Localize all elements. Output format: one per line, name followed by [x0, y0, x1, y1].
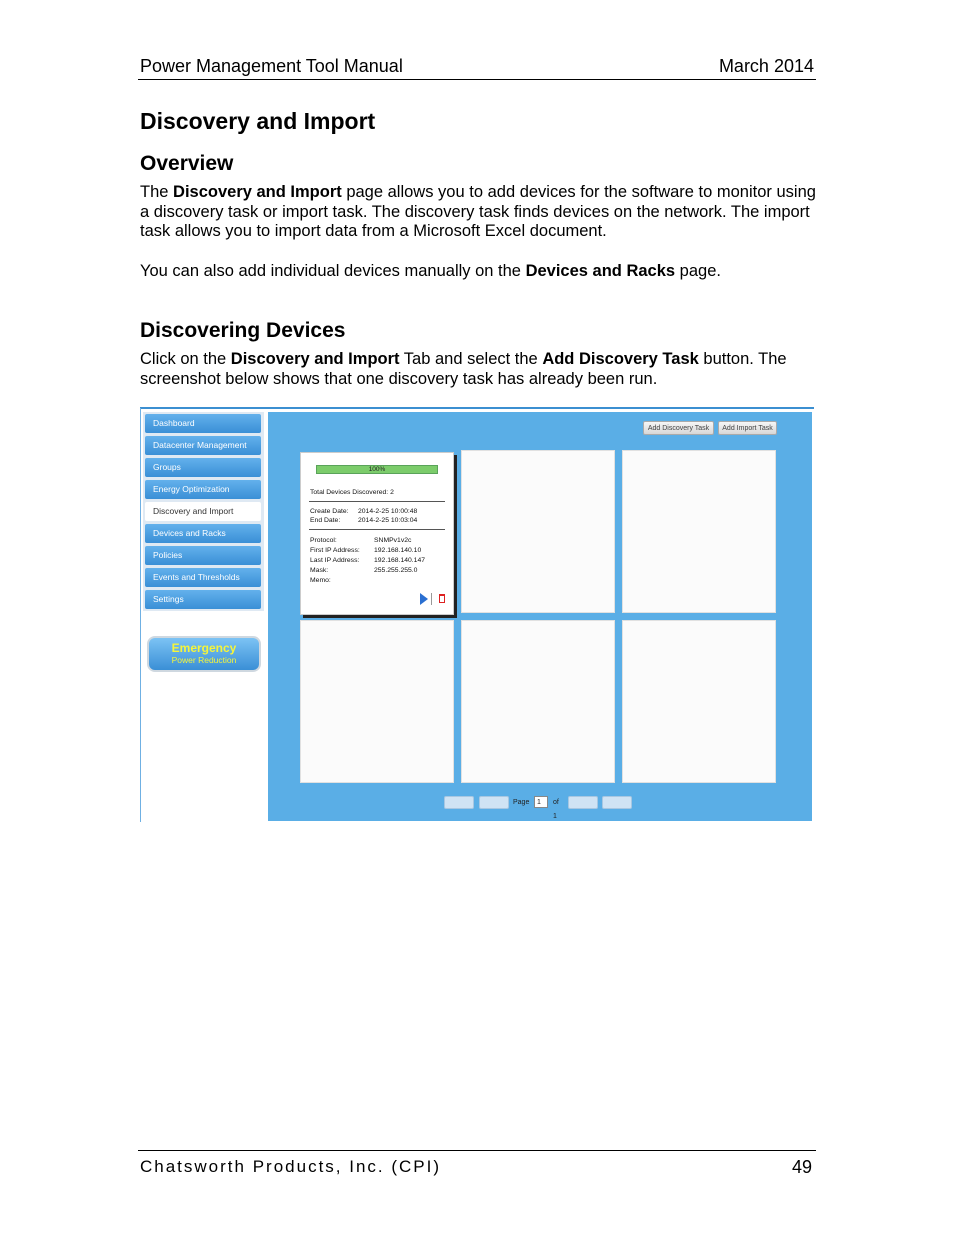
- sidebar-item-datacenter-management[interactable]: Datacenter Management: [145, 436, 261, 455]
- sidebar-item-groups[interactable]: Groups: [145, 458, 261, 477]
- footer-company: Chatsworth Products, Inc. (CPI): [140, 1157, 442, 1176]
- sidebar-item-events-and-thresholds[interactable]: Events and Thresholds: [145, 568, 261, 587]
- header-rule: [138, 79, 816, 80]
- create-date-line: Create Date: 2014-2-25 10:00:48: [310, 508, 418, 515]
- progress-label: 100%: [368, 466, 386, 473]
- header-date: March 2014: [718, 56, 814, 76]
- emergency-label: Emergency: [171, 641, 237, 655]
- empty-task-slot: [622, 450, 776, 613]
- sidebar-item-discovery-and-import[interactable]: Discovery and Import: [145, 502, 261, 521]
- add-discovery-task-button[interactable]: Add Discovery Task: [643, 421, 714, 435]
- page-number: 49: [791, 1157, 812, 1177]
- sidebar-item-devices-and-racks[interactable]: Devices and Racks: [145, 524, 261, 543]
- discovering-heading: Discovering Devices: [140, 319, 346, 342]
- header-title: Power Management Tool Manual: [140, 56, 403, 76]
- discovering-paragraph: Click on the Discovery and Import Tab and select the Add Discovery Task button. The screenshot below shows that one discovery task has already been run.: [140, 350, 787, 388]
- play-icon[interactable]: [420, 593, 428, 605]
- page-label: Page: [513, 799, 530, 806]
- overview-heading: Overview: [140, 152, 234, 175]
- screenshot-top-border: [140, 407, 814, 409]
- task-progress-bar: [316, 465, 438, 474]
- sidebar-item-energy-optimization[interactable]: Energy Optimization: [145, 480, 261, 499]
- card-divider: [309, 501, 445, 502]
- first-ip-line: First IP Address: 192.168.140.10: [310, 547, 422, 554]
- empty-task-slot: [622, 620, 776, 783]
- end-date-line: End Date: 2014-2-25 10:03:04: [310, 517, 418, 524]
- sidebar-item-settings[interactable]: Settings: [145, 590, 261, 609]
- trash-icon[interactable]: [439, 594, 445, 603]
- sidebar-item-policies[interactable]: Policies: [145, 546, 261, 565]
- card-divider: [309, 529, 445, 530]
- last-page-button[interactable]: [602, 796, 632, 809]
- discovery-task-card[interactable]: [300, 452, 454, 615]
- discovery-main-panel: [268, 412, 812, 821]
- screenshot-left-border: [140, 408, 141, 822]
- page-count-label: of 1: [553, 799, 559, 820]
- sidebar-item-dashboard[interactable]: Dashboard: [145, 414, 261, 433]
- memo-line: Memo:: [310, 577, 331, 584]
- section-title: Discovery and Import: [140, 108, 376, 134]
- overview-paragraph-2: You can also add individual devices manually on the Devices and Racks page.: [140, 262, 721, 280]
- last-ip-line: Last IP Address: 192.168.140.147: [310, 557, 426, 564]
- sidebar-menu: [143, 412, 264, 611]
- action-divider: [431, 593, 432, 605]
- footer-rule: [138, 1150, 816, 1151]
- first-page-button[interactable]: [444, 796, 474, 809]
- mask-line: Mask: 255.255.255.0: [310, 567, 418, 574]
- sidebar: [143, 412, 264, 822]
- total-devices-line: Total Devices Discovered: 2: [310, 489, 394, 496]
- page-number-input[interactable]: 1: [534, 796, 548, 808]
- empty-task-slot: [461, 450, 615, 613]
- emergency-power-reduction-button[interactable]: [147, 636, 261, 672]
- prev-page-button[interactable]: [479, 796, 509, 809]
- empty-task-slot: [461, 620, 615, 783]
- add-import-task-button[interactable]: Add Import Task: [718, 421, 777, 435]
- power-reduction-label: Power Reduction: [171, 655, 237, 665]
- protocol-line: Protocol: SNMPv1v2c: [310, 537, 412, 544]
- overview-paragraph-1: The Discovery and Import page allows you to add devices for the software to monitor using a discovery task or import task. The discovery task finds devices on the network. The import task allows you to import data from a Microsoft Excel document.: [140, 183, 816, 240]
- next-page-button[interactable]: [568, 796, 598, 809]
- empty-task-slot: [300, 620, 454, 783]
